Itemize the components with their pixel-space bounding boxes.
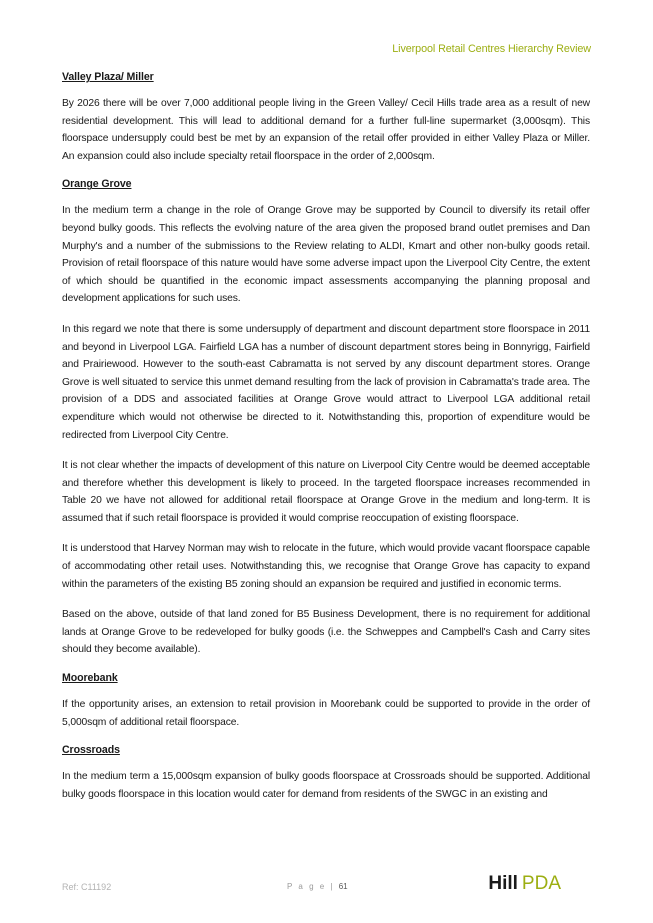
- paragraph: If the opportunity arises, an extension to retail provision in Moorebank could be supported to provide in the order of 5,000sqm of additional retail floorspace.: [62, 699, 590, 728]
- section-heading: Crossroads: [62, 744, 120, 757]
- footer-reference: Ref: C11192: [62, 882, 112, 892]
- section-heading: Moorebank: [62, 672, 118, 685]
- section-heading: Orange Grove: [62, 178, 132, 191]
- section-heading: Valley Plaza/ Miller: [62, 71, 154, 83]
- section-crossroads: [62, 744, 590, 803]
- section-moorebank: [62, 672, 590, 731]
- section-valley-plaza-miller: [62, 71, 590, 165]
- paragraph: It is understood that Harvey Norman may wish to relocate in the future, which would provide vacant floorspace capable of accommodating other retail uses. Notwithstanding this, we recognise that Orange Grove has capacity to expand within the parameters of the existing B5 zoning should an expansion be required and justified in economic terms.: [62, 543, 590, 590]
- hill-pda-logo: [488, 873, 561, 895]
- page-number: 61: [338, 882, 348, 891]
- section-orange-grove: [62, 178, 590, 659]
- paragraph: Based on the above, outside of that land zoned for B5 Business Development, there is no requirement for additional lands at Orange Grove to be redeveloped for bulky goods (i.e. the Schweppes and Campbell's Cash and Carry sites should they become available).: [62, 609, 590, 656]
- page-label: P a g e |: [287, 882, 339, 891]
- document-header-title: Liverpool Retail Centres Hierarchy Review: [392, 43, 591, 55]
- paragraph: It is not clear whether the impacts of development of this nature on Liverpool City Centre would be deemed acceptable and therefore whether this development is likely to proceed. In the targeted floorspace increases recommended in Table 20 we have not allowed for additional retail floorspace at Orange Grove in the medium and long-term. It is assumed that if such retail floorspace is provided it would comprise reoccupation of existing floorspace.: [62, 460, 590, 524]
- paragraph: In the medium term a 15,000sqm expansion of bulky goods floorspace at Crossroads should be supported. Additional bulky goods floorspace in this location would cater for demand from residents of the SWGC in an existing and: [62, 771, 590, 800]
- logo-hill-text: Hill: [488, 873, 518, 894]
- paragraph: In this regard we note that there is some undersupply of department and discount department store floorspace in 2011 and beyond in Liverpool LGA. Fairfield LGA has a number of discount department stores being in Bonnyrigg, Fairfield and Prairiewood. However to the south-east Cabramatta is not served by any discount department stores. Orange Grove is well situated to service this unmet demand resulting from the lack of provision in Cabramatta's trade area. The provision of a DDS and associated facilities at Orange Grove would attract to Liverpool LGA additional retail expenditure which would not otherwise be directed to it. Notwithstanding this, proportion of expenditure would be redirected from Liverpool City Centre.: [62, 323, 590, 441]
- paragraph: In the medium term a change in the role of Orange Grove may be supported by Council to diversify its retail offer beyond bulky goods. This reflects the evolving nature of the area given the proposed brand outlet premises and Dan Murphy's and a number of the submissions to the Review relating to ALDI, Kmart and other non-bulky goods retail. Provision of retail floorspace of this nature would have some adverse impact upon the Liverpool City Centre, the extent of which should be quantified in the economic impact assessments accompanying the planning proposal and development applications for such uses.: [62, 205, 590, 305]
- document-body: [62, 71, 590, 816]
- logo-pda-text: PDA: [521, 873, 561, 894]
- footer-page-number: [287, 882, 348, 891]
- paragraph: By 2026 there will be over 7,000 additional people living in the Green Valley/ Cecil Hills trade area as a result of new residential development. This will lead to additional demand for a further full-line supermarket (3,000sqm). This floorspace undersupply could best be met by an expansion of the retail offer provided in either Valley Plaza or Miller. An expansion could also include specialty retail floorspace in the order of 2,000sqm.: [62, 98, 590, 162]
